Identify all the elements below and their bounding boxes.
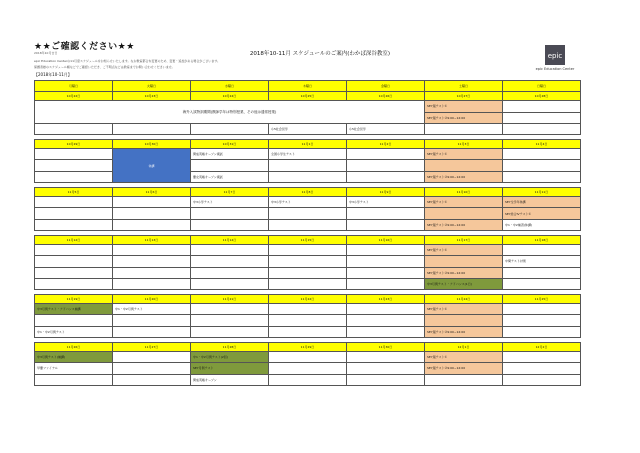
event-cell	[113, 363, 191, 374]
event-cell: 小5社会見学	[269, 123, 347, 134]
date-cell: 11月23日	[347, 295, 425, 304]
event-cell: 中1・中2月例テスト(2回)	[191, 352, 269, 363]
date-cell: 11月11日	[503, 188, 581, 197]
event-cell: SEY週テスト①	[425, 197, 503, 208]
week-6-row	[35, 352, 581, 363]
date-cell: 11月14日	[191, 235, 269, 244]
week-2-row	[35, 149, 581, 160]
event-cell	[269, 315, 347, 326]
event-cell	[503, 171, 581, 182]
weekday-tue: 火曜日	[113, 81, 191, 92]
week-1-date-row	[35, 92, 581, 101]
event-cell	[113, 267, 191, 278]
event-cell	[425, 160, 503, 171]
event-cell	[425, 315, 503, 326]
event-cell: 中3月例テスト(補講)	[35, 352, 113, 363]
week-4-row	[35, 256, 581, 267]
week-3-date-row	[35, 188, 581, 197]
date-cell: 10月23日	[113, 92, 191, 101]
event-cell	[35, 374, 113, 385]
date-cell: 11月29日	[269, 343, 347, 352]
date-cell: 11月21日	[191, 295, 269, 304]
week-3-row	[35, 219, 581, 230]
week-1-row	[35, 101, 581, 112]
event-cell: 中3月例テスト・アドバンス補講	[35, 304, 113, 315]
event-cell	[503, 123, 581, 134]
event-cell	[503, 352, 581, 363]
event-cell	[269, 326, 347, 337]
event-cell	[269, 374, 347, 385]
event-cell: 早慶ファイナル	[35, 363, 113, 374]
closed-day-cell: 休講	[113, 149, 191, 183]
epic-logo	[520, 44, 590, 71]
event-cell: SEY週テスト②9:00~12:00	[425, 326, 503, 337]
week-4-row	[35, 267, 581, 278]
date-cell: 10月27日	[425, 92, 503, 101]
event-cell	[269, 171, 347, 182]
event-cell	[113, 374, 191, 385]
event-cell: SEY週テスト①	[425, 101, 503, 112]
date-cell: 11月26日	[35, 343, 113, 352]
event-cell	[269, 278, 347, 289]
event-cell	[503, 160, 581, 171]
schedule-title: 2018年10-11月 スケジュールのご案内(わかば深谷教室)	[249, 51, 391, 57]
period-label: 【2018年10-11月】	[34, 72, 72, 77]
svg-text:epic: epic	[547, 52, 563, 60]
event-cell	[35, 160, 113, 171]
event-cell	[347, 267, 425, 278]
date-cell: 11月5日	[35, 188, 113, 197]
event-cell	[35, 197, 113, 208]
event-cell: 中3小学テスト	[269, 197, 347, 208]
date-cell: 10月31日	[191, 140, 269, 149]
weekday-sat: 土曜日	[425, 81, 503, 92]
event-cell	[113, 352, 191, 363]
event-cell: 中間テスト対策	[503, 256, 581, 267]
date-cell: 11月1日	[269, 140, 347, 149]
event-cell: SEY週テスト①	[425, 352, 503, 363]
date-cell: 11月2日	[347, 140, 425, 149]
event-cell	[347, 244, 425, 255]
event-cell	[35, 256, 113, 267]
event-cell	[503, 363, 581, 374]
weekday-fri: 金曜日	[347, 81, 425, 92]
event-cell	[35, 208, 113, 219]
date-cell: 11月8日	[269, 188, 347, 197]
event-cell	[269, 363, 347, 374]
date-cell: 11月9日	[347, 188, 425, 197]
event-cell	[113, 315, 191, 326]
date-cell: 10月28日	[503, 92, 581, 101]
event-cell	[347, 304, 425, 315]
event-cell	[191, 326, 269, 337]
date-cell: 11月13日	[113, 235, 191, 244]
event-cell: 全国小学生テスト	[269, 149, 347, 160]
event-cell	[113, 278, 191, 289]
event-cell	[269, 160, 347, 171]
weekday-sun: 日曜日	[503, 81, 581, 92]
week-3-row	[35, 197, 581, 208]
week-2-date-row	[35, 140, 581, 149]
event-cell	[191, 304, 269, 315]
event-cell: 中1・中2月例テスト	[35, 326, 113, 337]
date-cell: 11月7日	[191, 188, 269, 197]
event-cell	[191, 244, 269, 255]
date-cell: 11月4日	[503, 140, 581, 149]
event-cell	[269, 304, 347, 315]
date-cell: 11月18日	[503, 235, 581, 244]
event-cell	[347, 315, 425, 326]
date-cell: 11月12日	[35, 235, 113, 244]
date-cell: 11月16日	[347, 235, 425, 244]
event-cell	[35, 123, 113, 134]
issue-date: 2018年10月吉日	[34, 51, 58, 55]
event-cell	[347, 256, 425, 267]
event-cell	[347, 278, 425, 289]
event-cell	[347, 171, 425, 182]
event-cell: 関成英略オープン模試	[191, 149, 269, 160]
date-cell: 10月22日	[35, 92, 113, 101]
event-cell	[425, 208, 503, 219]
schedule-table	[34, 80, 581, 386]
event-cell: SEY週テスト②9:00~12:00	[425, 171, 503, 182]
event-cell	[35, 315, 113, 326]
special-period-note: 海外入試特訓期間(教師学年は特別授業、その他は通常授業)	[35, 101, 425, 124]
event-cell	[191, 219, 269, 230]
date-cell: 11月17日	[425, 235, 503, 244]
weekday-header-row	[35, 81, 581, 92]
event-cell	[191, 160, 269, 171]
week-4-row	[35, 244, 581, 255]
event-cell	[503, 267, 581, 278]
event-cell	[113, 326, 191, 337]
event-cell	[269, 208, 347, 219]
date-cell: 11月6日	[113, 188, 191, 197]
week-1-row	[35, 123, 581, 134]
event-cell	[425, 256, 503, 267]
date-cell: 10月25日	[269, 92, 347, 101]
date-cell: 10月24日	[191, 92, 269, 101]
event-cell: 慶女英略オープン模試	[191, 171, 269, 182]
event-cell	[347, 326, 425, 337]
week-5-date-row	[35, 295, 581, 304]
date-cell: 12月2日	[503, 343, 581, 352]
week-5-row	[35, 315, 581, 326]
event-cell	[191, 315, 269, 326]
event-cell	[269, 219, 347, 230]
date-cell: 11月24日	[425, 295, 503, 304]
event-cell	[35, 267, 113, 278]
event-cell: SEY週テスト②9:00~12:00	[425, 363, 503, 374]
event-cell	[113, 197, 191, 208]
event-cell	[191, 208, 269, 219]
week-3-row	[35, 208, 581, 219]
week-6-row	[35, 363, 581, 374]
date-cell: 11月19日	[35, 295, 113, 304]
event-cell	[191, 278, 269, 289]
week-4-date-row	[35, 235, 581, 244]
event-cell: SEY総合IVテスト①	[503, 208, 581, 219]
event-cell	[113, 123, 191, 134]
event-cell	[113, 219, 191, 230]
date-cell: 11月27日	[113, 343, 191, 352]
event-cell: SEY週テスト①	[425, 244, 503, 255]
logo-caption: epic Education Center	[535, 67, 575, 71]
date-cell: 12月1日	[425, 343, 503, 352]
week-6-row	[35, 374, 581, 385]
event-cell: 中3月例テスト・アドバンス(1日)	[425, 278, 503, 289]
weekday-wed: 水曜日	[191, 81, 269, 92]
weekday-thu: 木曜日	[269, 81, 347, 92]
event-cell	[503, 374, 581, 385]
event-cell	[425, 123, 503, 134]
weekday-mon: 月曜日	[35, 81, 113, 92]
notice-line-2: 保護者様のスケジュール帳などでご確認いただき、ご不明点などは教室までお問い合わせくださいませ。	[34, 65, 175, 69]
week-4-row	[35, 278, 581, 289]
event-cell: SEY週テスト①	[425, 149, 503, 160]
event-cell	[503, 149, 581, 160]
event-cell	[347, 208, 425, 219]
event-cell: 中1・中2補習(休講)	[503, 219, 581, 230]
date-cell: 11月25日	[503, 295, 581, 304]
event-cell	[347, 363, 425, 374]
event-cell	[191, 267, 269, 278]
event-cell: 小5社会見学	[347, 123, 425, 134]
date-cell: 11月20日	[113, 295, 191, 304]
date-cell: 11月15日	[269, 235, 347, 244]
event-cell	[503, 315, 581, 326]
week-5-row	[35, 304, 581, 315]
event-cell	[347, 160, 425, 171]
date-cell: 11月28日	[191, 343, 269, 352]
event-cell	[503, 112, 581, 123]
event-cell	[35, 219, 113, 230]
event-cell	[269, 352, 347, 363]
event-cell	[35, 278, 113, 289]
event-cell	[347, 149, 425, 160]
event-cell	[503, 101, 581, 112]
event-cell	[425, 374, 503, 385]
event-cell: 中3小学テスト	[347, 197, 425, 208]
event-cell	[113, 256, 191, 267]
date-cell: 11月22日	[269, 295, 347, 304]
event-cell	[35, 149, 113, 160]
week-6-date-row	[35, 343, 581, 352]
date-cell: 11月3日	[425, 140, 503, 149]
event-cell: SEY月例テスト	[191, 363, 269, 374]
date-cell: 11月10日	[425, 188, 503, 197]
event-cell: 中3小学テスト	[191, 197, 269, 208]
notice-line-1: epic Education Centerの11月度スケジュールをお知らせいたします。なお教室都合を変更のため、変更・追加がある場合がございます。	[34, 59, 221, 63]
date-cell: 10月26日	[347, 92, 425, 101]
date-cell: 10月30日	[113, 140, 191, 149]
event-cell: SEY週テスト②9:00~12:00	[425, 112, 503, 123]
event-cell	[347, 352, 425, 363]
event-cell	[269, 267, 347, 278]
event-cell	[347, 219, 425, 230]
event-cell	[269, 244, 347, 255]
event-cell: SEY週テスト①	[425, 304, 503, 315]
event-cell	[35, 244, 113, 255]
date-cell: 11月30日	[347, 343, 425, 352]
week-5-row	[35, 326, 581, 337]
event-cell: 中1・中2月例テスト	[113, 304, 191, 315]
event-cell	[113, 244, 191, 255]
epic-logo-icon	[544, 44, 566, 66]
event-cell	[35, 171, 113, 182]
event-cell	[191, 123, 269, 134]
event-cell	[503, 326, 581, 337]
event-cell	[503, 304, 581, 315]
page-title: ★★ご確認ください★★	[34, 42, 135, 52]
event-cell: SEY週テスト②9:00~12:00	[425, 267, 503, 278]
event-cell	[347, 374, 425, 385]
date-cell: 10月29日	[35, 140, 113, 149]
event-cell: SEY全学年休講	[503, 197, 581, 208]
event-cell: 関成英略オープン	[191, 374, 269, 385]
event-cell	[503, 278, 581, 289]
event-cell	[191, 256, 269, 267]
event-cell	[269, 256, 347, 267]
event-cell: SEY週テスト②9:00~12:00	[425, 219, 503, 230]
event-cell	[503, 244, 581, 255]
event-cell	[113, 208, 191, 219]
